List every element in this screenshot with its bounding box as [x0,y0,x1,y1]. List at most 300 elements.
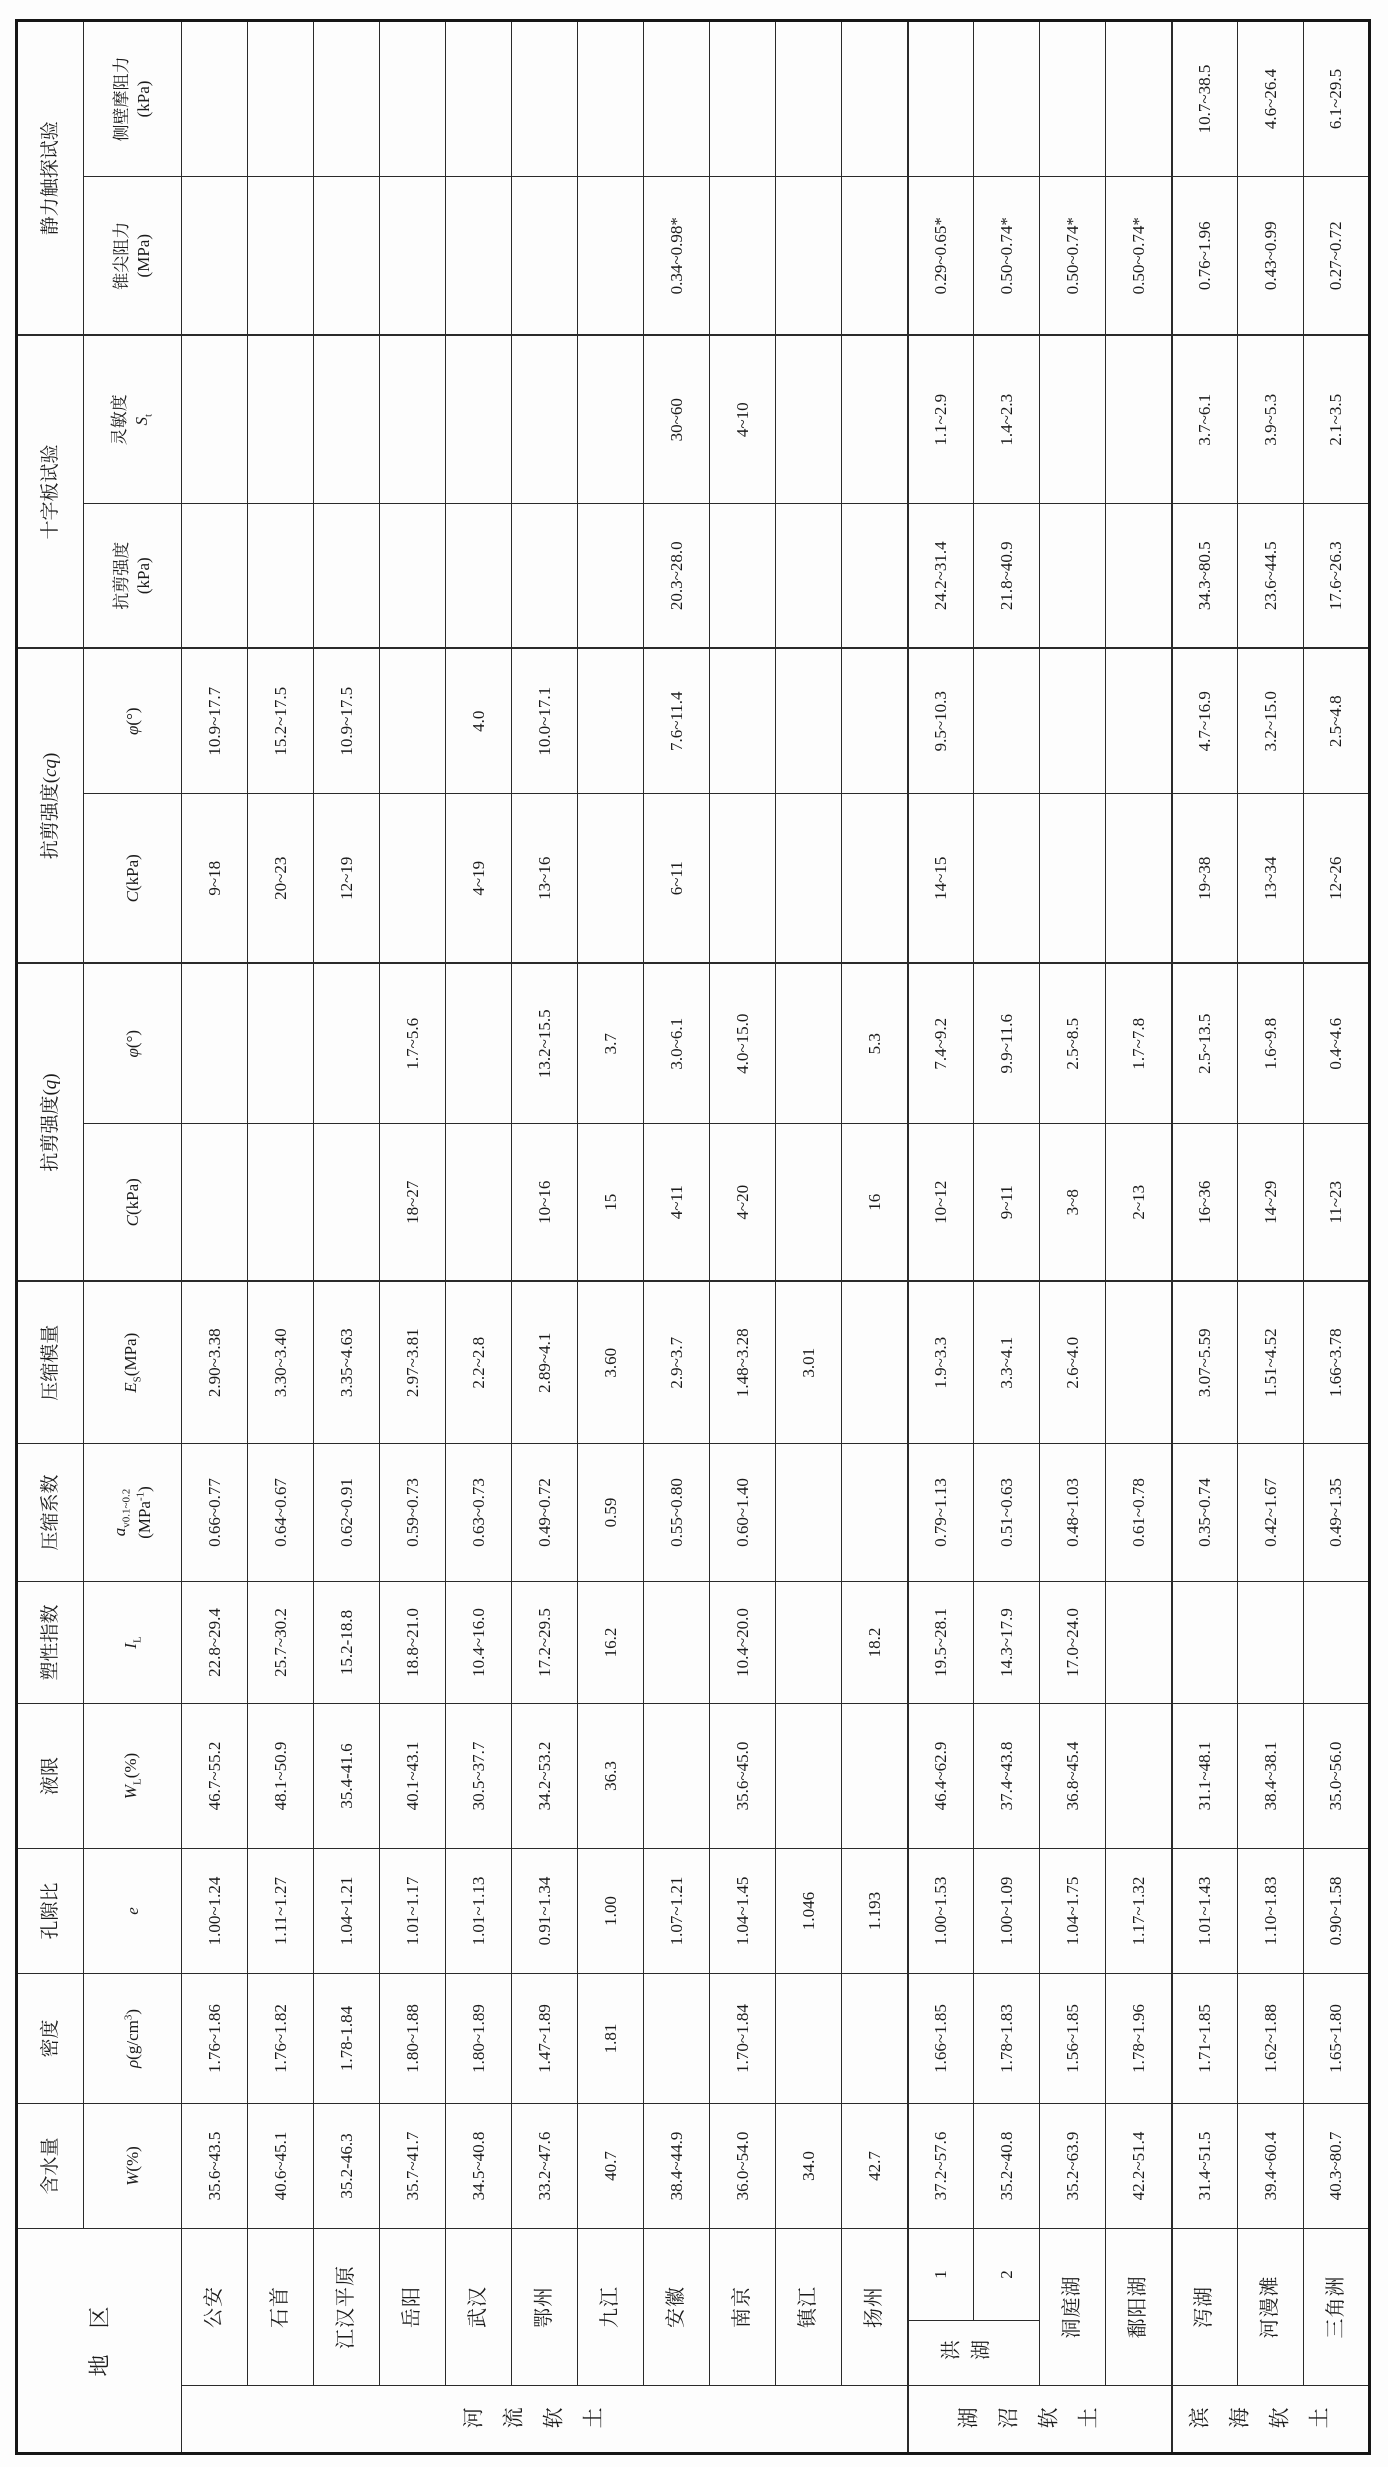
value-cell-IL: 22.8~29.4 [182,1581,248,1703]
value-cell-qphi: 0.4~4.6 [1304,963,1370,1123]
value-cell-av: 0.49~0.72 [512,1443,578,1581]
value-cell-rho: 1.71~1.85 [1172,1973,1238,2103]
value-cell-vane_shear [446,503,512,648]
value-cell-WL: 36.3 [578,1703,644,1848]
value-cell-WL: 35.4-41.6 [314,1703,380,1848]
value-cell-St [314,335,380,503]
value-cell-e: 1.193 [842,1848,908,1973]
value-cell-e: 1.00~1.09 [974,1848,1040,1973]
value-cell-cone [842,176,908,335]
value-cell-vane_shear [710,503,776,648]
value-cell-sleeve [776,20,842,176]
value-cell-vane_shear: 21.8~40.9 [974,503,1040,648]
value-cell-vane_shear [1040,503,1106,648]
value-cell-IL [1106,1581,1172,1703]
value-cell-W: 37.2~57.6 [908,2103,974,2228]
region-name-cell: 扬州 [842,2228,908,2385]
region-name-cell: 岳阳 [380,2228,446,2385]
region-name-cell [908,2321,1040,2386]
value-cell-Es: 2.90~3.38 [182,1281,248,1443]
value-cell-IL [644,1581,710,1703]
value-cell-WL [1106,1703,1172,1848]
table-row [446,20,512,2453]
value-cell-rho: 1.76~1.82 [248,1973,314,2103]
value-cell-vane_shear [776,503,842,648]
value-cell-qphi: 5.3 [842,963,908,1123]
soil-category-cell [908,2386,1172,2454]
header-compressibility: 压缩系数 [17,1443,84,1581]
value-cell-cqphi: 7.6~11.4 [644,648,710,793]
value-cell-e: 1.01~1.13 [446,1848,512,1973]
value-cell-qphi [248,963,314,1123]
value-cell-av: 0.61~0.78 [1106,1443,1172,1581]
value-cell-av [842,1443,908,1581]
region-name-cell: 石首 [248,2228,314,2385]
value-cell-av: 0.59~0.73 [380,1443,446,1581]
value-cell-Es: 1.51~4.52 [1238,1281,1304,1443]
value-cell-e: 1.07~1.21 [644,1848,710,1973]
value-cell-cqphi: 10.9~17.7 [182,648,248,793]
value-cell-av: 0.60~1.40 [710,1443,776,1581]
value-cell-vane_shear: 17.6~26.3 [1304,503,1370,648]
value-cell-Es [842,1281,908,1443]
unit-void-ratio: e [84,1848,182,1973]
value-cell-cqC: 19~38 [1172,793,1238,963]
value-cell-e: 1.00~1.53 [908,1848,974,1973]
value-cell-WL: 34.2~53.2 [512,1703,578,1848]
value-cell-vane_shear [578,503,644,648]
region-subrow-number: 2 [974,2228,1040,2320]
value-cell-qC [314,1123,380,1281]
value-cell-IL: 14.3~17.9 [974,1581,1040,1703]
value-cell-W: 42.7 [842,2103,908,2228]
region-name-cell: 镇江 [776,2228,842,2385]
value-cell-St: 1.4~2.3 [974,335,1040,503]
value-cell-cone: 0.50~0.74* [1106,176,1172,335]
value-cell-vane_shear [314,503,380,648]
value-cell-qC: 11~23 [1304,1123,1370,1281]
value-cell-W: 38.4~44.9 [644,2103,710,2228]
value-cell-vane_shear [380,503,446,648]
region-name-cell: 安徽 [644,2228,710,2385]
value-cell-cqphi [578,648,644,793]
value-cell-e: 1.00~1.24 [182,1848,248,1973]
header-plasticity-index: 塑性指数 [17,1581,84,1703]
value-cell-St [446,335,512,503]
value-cell-rho: 1.78~1.96 [1106,1973,1172,2103]
value-cell-qC [776,1123,842,1281]
value-cell-cqC [1040,793,1106,963]
soil-category-label: 河流软土 [461,2406,622,2431]
value-cell-cqC: 12~19 [314,793,380,963]
value-cell-cqC: 9~18 [182,793,248,963]
value-cell-qphi: 9.9~11.6 [974,963,1040,1123]
region-name-cell: 九江 [578,2228,644,2385]
value-cell-W: 35.2~40.8 [974,2103,1040,2228]
table-row [1172,20,1238,2453]
value-cell-cone [578,176,644,335]
subheader-sensitivity: 灵敏度 $S_t$ [84,335,182,503]
value-cell-qC: 16 [842,1123,908,1281]
value-cell-qC: 15 [578,1123,644,1281]
value-cell-IL: 15.2-18.8 [314,1581,380,1703]
value-cell-qphi: 3.7 [578,963,644,1123]
value-cell-e: 1.01~1.43 [1172,1848,1238,1973]
value-cell-WL: 31.1~48.1 [1172,1703,1238,1848]
value-cell-cqC [842,793,908,963]
value-cell-cone: 0.50~0.74* [974,176,1040,335]
value-cell-St [1040,335,1106,503]
table-row [776,20,842,2453]
value-cell-St: 4~10 [710,335,776,503]
value-cell-cone: 0.27~0.72 [1304,176,1370,335]
value-cell-sleeve [248,20,314,176]
value-cell-vane_shear [182,503,248,648]
value-cell-rho: 1.70~1.84 [710,1973,776,2103]
table-row [1304,20,1370,2453]
table-row [380,20,446,2453]
value-cell-W: 35.7~41.7 [380,2103,446,2228]
table-row [1106,20,1172,2453]
value-cell-sleeve [512,20,578,176]
value-cell-cone: 0.76~1.96 [1172,176,1238,335]
header-void-ratio: 孔隙比 [17,1848,84,1973]
value-cell-cone: 0.50~0.74* [1040,176,1106,335]
region-name-label: 洪湖 [940,2341,1001,2364]
value-cell-sleeve [1040,20,1106,176]
value-cell-WL: 37.4~43.8 [974,1703,1040,1848]
value-cell-av: 0.66~0.77 [182,1443,248,1581]
value-cell-sleeve [380,20,446,176]
table-row [314,20,380,2453]
value-cell-cone [446,176,512,335]
value-cell-Es: 2.89~4.1 [512,1281,578,1443]
value-cell-WL: 36.8~45.4 [1040,1703,1106,1848]
unit-density: $\rho(g/cm^3)$ [84,1973,182,2103]
table-row [1238,20,1304,2453]
region-name-cell: 武汉 [446,2228,512,2385]
value-cell-cqphi [974,648,1040,793]
value-cell-W: 35.2~63.9 [1040,2103,1106,2228]
value-cell-rho: 1.81 [578,1973,644,2103]
value-cell-cone [182,176,248,335]
value-cell-av: 0.49~1.35 [1304,1443,1370,1581]
value-cell-Es: 2.6~4.0 [1040,1281,1106,1443]
value-cell-av: 0.51~0.63 [974,1443,1040,1581]
value-cell-qphi: 1.6~9.8 [1238,963,1304,1123]
value-cell-Es: 2.97~3.81 [380,1281,446,1443]
value-cell-e: 1.10~1.83 [1238,1848,1304,1973]
value-cell-W: 34.5~40.8 [446,2103,512,2228]
value-cell-St [380,335,446,503]
value-cell-Es: 3.01 [776,1281,842,1443]
value-cell-rho [644,1973,710,2103]
value-cell-IL: 17.0~24.0 [1040,1581,1106,1703]
value-cell-cqC: 14~15 [908,793,974,963]
value-cell-vane_shear [842,503,908,648]
value-cell-e: 1.046 [776,1848,842,1973]
value-cell-vane_shear: 23.6~44.5 [1238,503,1304,648]
region-name-cell: 洞庭湖 [1040,2228,1106,2385]
subheader-vane-shear-strength: 抗剪强度 (kPa) [84,503,182,648]
subheader-cone-resistance: 锥尖阻力 (MPa) [84,176,182,335]
table-row [710,20,776,2453]
unit-water-content: W(%) [84,2103,182,2228]
value-cell-WL [644,1703,710,1848]
value-cell-Es: 1.66~3.78 [1304,1281,1370,1443]
value-cell-av: 0.42~1.67 [1238,1443,1304,1581]
table-row [842,20,908,2453]
value-cell-rho [776,1973,842,2103]
value-cell-cone [512,176,578,335]
value-cell-WL [842,1703,908,1848]
value-cell-cqC [578,793,644,963]
value-cell-IL: 10.4~16.0 [446,1581,512,1703]
value-cell-cone: 0.43~0.99 [1238,176,1304,335]
value-cell-rho: 1.56~1.85 [1040,1973,1106,2103]
value-cell-av: 0.79~1.13 [908,1443,974,1581]
value-cell-W: 36.0~54.0 [710,2103,776,2228]
value-cell-qphi: 1.7~5.6 [380,963,446,1123]
value-cell-cqphi: 10.9~17.5 [314,648,380,793]
value-cell-sleeve: 10.7~38.5 [1172,20,1238,176]
value-cell-qC [182,1123,248,1281]
value-cell-Es: 3.60 [578,1281,644,1443]
region-name-cell: 鄱阳湖 [1106,2228,1172,2385]
value-cell-av [776,1443,842,1581]
value-cell-cqphi [1040,648,1106,793]
value-cell-cone [314,176,380,335]
value-cell-W: 40.6~45.1 [248,2103,314,2228]
region-name-cell: 河漫滩 [1238,2228,1304,2385]
value-cell-qC: 9~11 [974,1123,1040,1281]
table-row [974,20,1040,2453]
value-cell-qC: 2~13 [1106,1123,1172,1281]
value-cell-cqC: 13~34 [1238,793,1304,963]
value-cell-sleeve [182,20,248,176]
value-cell-qC [248,1123,314,1281]
unit-compressibility: $a_{v0.1\sim 0.2}$ (MPa$^{-1}$) [84,1443,182,1581]
value-cell-IL: 10.4~20.0 [710,1581,776,1703]
value-cell-W: 39.4~60.4 [1238,2103,1304,2228]
unit-liquid-limit: $W_L(\%)$ [84,1703,182,1848]
value-cell-cqC [1106,793,1172,963]
value-cell-av: 0.35~0.74 [1172,1443,1238,1581]
value-cell-cone [776,176,842,335]
value-cell-Es: 3.3~4.1 [974,1281,1040,1443]
value-cell-WL: 48.1~50.9 [248,1703,314,1848]
value-cell-e: 0.91~1.34 [512,1848,578,1973]
value-cell-W: 40.7 [578,2103,644,2228]
value-cell-qC: 4~11 [644,1123,710,1281]
value-cell-rho: 1.80~1.89 [446,1973,512,2103]
region-name-cell: 南京 [710,2228,776,2385]
value-cell-sleeve [974,20,1040,176]
value-cell-St [578,335,644,503]
table-header [17,20,182,2453]
value-cell-e: 1.11~1.27 [248,1848,314,1973]
header-cpt-test: 静力触探试验 [17,20,84,335]
value-cell-WL: 35.6~45.0 [710,1703,776,1848]
value-cell-qC: 3~8 [1040,1123,1106,1281]
value-cell-WL [776,1703,842,1848]
value-cell-W: 35.6~43.5 [182,2103,248,2228]
value-cell-sleeve [1106,20,1172,176]
value-cell-av: 0.63~0.73 [446,1443,512,1581]
value-cell-qphi: 2.5~8.5 [1040,963,1106,1123]
value-cell-cqphi: 4.7~16.9 [1172,648,1238,793]
region-name-cell: 泻湖 [1172,2228,1238,2385]
value-cell-cqC [974,793,1040,963]
value-cell-Es: 1.9~3.3 [908,1281,974,1443]
value-cell-rho: 1.62~1.88 [1238,1973,1304,2103]
value-cell-av: 0.55~0.80 [644,1443,710,1581]
value-cell-Es [1106,1281,1172,1443]
value-cell-IL [1304,1581,1370,1703]
header-water-content: 含水量 [17,2103,84,2228]
table-row [908,20,974,2453]
value-cell-cqphi [776,648,842,793]
table-body [182,20,1370,2453]
value-cell-cqphi: 10.0~17.1 [512,648,578,793]
value-cell-vane_shear [1106,503,1172,648]
value-cell-IL: 18.2 [842,1581,908,1703]
value-cell-av: 0.48~1.03 [1040,1443,1106,1581]
soil-category-label: 湖沼软土 [956,2406,1117,2431]
value-cell-cqphi: 15.2~17.5 [248,648,314,793]
table-row [644,20,710,2453]
header-liquid-limit: 液限 [17,1703,84,1848]
value-cell-St [512,335,578,503]
value-cell-rho: 1.47~1.89 [512,1973,578,2103]
soil-category-label: 滨海软土 [1187,2406,1348,2431]
value-cell-sleeve [644,20,710,176]
value-cell-vane_shear: 24.2~31.4 [908,503,974,648]
value-cell-W: 33.2~47.6 [512,2103,578,2228]
value-cell-rho: 1.80~1.88 [380,1973,446,2103]
value-cell-cqC: 20~23 [248,793,314,963]
table-row [512,20,578,2453]
value-cell-sleeve [446,20,512,176]
value-cell-Es: 3.30~3.40 [248,1281,314,1443]
header-region: 地 区 [17,2228,182,2453]
value-cell-rho: 1.66~1.85 [908,1973,974,2103]
value-cell-WL: 46.7~55.2 [182,1703,248,1848]
value-cell-cqC: 12~26 [1304,793,1370,963]
value-cell-sleeve [314,20,380,176]
region-name-cell: 鄂州 [512,2228,578,2385]
region-name-cell: 三角洲 [1304,2228,1370,2385]
table-row [182,20,248,2453]
table-row [1040,20,1106,2453]
value-cell-St [248,335,314,503]
value-cell-sleeve: 6.1~29.5 [1304,20,1370,176]
value-cell-av: 0.62~0.91 [314,1443,380,1581]
header-density: 密度 [17,1973,84,2103]
value-cell-rho: 1.65~1.80 [1304,1973,1370,2103]
subheader-q-cohesion: C(kPa) [84,1123,182,1281]
value-cell-W: 31.4~51.5 [1172,2103,1238,2228]
value-cell-cqC: 13~16 [512,793,578,963]
value-cell-cqphi [710,648,776,793]
subheader-cq-friction-angle: φ(°) [84,648,182,793]
value-cell-Es: 3.07~5.59 [1172,1281,1238,1443]
value-cell-IL: 18.8~21.0 [380,1581,446,1703]
value-cell-W: 40.3~80.7 [1304,2103,1370,2228]
value-cell-cqC: 4~19 [446,793,512,963]
value-cell-qphi: 2.5~13.5 [1172,963,1238,1123]
subheader-sleeve-friction: 侧壁摩阻力 (kPa) [84,20,182,176]
value-cell-W: 34.0 [776,2103,842,2228]
value-cell-av: 0.64~0.67 [248,1443,314,1581]
table-row [248,20,314,2453]
value-cell-vane_shear: 34.3~80.5 [1172,503,1238,648]
value-cell-WL: 40.1~43.1 [380,1703,446,1848]
header-shear-strength-q: 抗剪强度(q) [17,963,84,1281]
unit-plasticity-index: $I_L$ [84,1581,182,1703]
value-cell-St: 3.9~5.3 [1238,335,1304,503]
value-cell-IL: 25.7~30.2 [248,1581,314,1703]
value-cell-cqphi: 2.5~4.8 [1304,648,1370,793]
value-cell-St: 30~60 [644,335,710,503]
value-cell-cqphi [842,648,908,793]
value-cell-W: 42.2~51.4 [1106,2103,1172,2228]
value-cell-cqphi: 3.2~15.0 [1238,648,1304,793]
value-cell-e: 0.90~1.58 [1304,1848,1370,1973]
value-cell-cqC: 6~11 [644,793,710,963]
value-cell-qphi: 3.0~6.1 [644,963,710,1123]
value-cell-cone [248,176,314,335]
value-cell-cone: 0.29~0.65* [908,176,974,335]
value-cell-Es: 1.48~3.28 [710,1281,776,1443]
region-name-cell: 江汉平原 [314,2228,380,2385]
value-cell-cone: 0.34~0.98* [644,176,710,335]
value-cell-qC: 4~20 [710,1123,776,1281]
value-cell-IL [1238,1581,1304,1703]
soil-properties-table [15,19,1371,2455]
value-cell-e: 1.00 [578,1848,644,1973]
value-cell-St [776,335,842,503]
value-cell-WL: 46.4~62.9 [908,1703,974,1848]
value-cell-WL: 38.4~38.1 [1238,1703,1304,1848]
unit-compression-modulus: $E_S(MPa)$ [84,1281,182,1443]
value-cell-IL: 17.2~29.5 [512,1581,578,1703]
value-cell-qC [446,1123,512,1281]
value-cell-qC: 10~16 [512,1123,578,1281]
value-cell-vane_shear [512,503,578,648]
value-cell-sleeve [710,20,776,176]
value-cell-St [182,335,248,503]
value-cell-St [1106,335,1172,503]
header-vane-test: 十字板试验 [17,335,84,648]
value-cell-qphi: 7.4~9.2 [908,963,974,1123]
value-cell-cone [380,176,446,335]
value-cell-IL [776,1581,842,1703]
value-cell-cqphi [380,648,446,793]
value-cell-WL: 35.0~56.0 [1304,1703,1370,1848]
value-cell-WL: 30.5~37.7 [446,1703,512,1848]
value-cell-rho: 1.78~1.83 [974,1973,1040,2103]
value-cell-IL: 19.5~28.1 [908,1581,974,1703]
value-cell-av: 0.59 [578,1443,644,1581]
value-cell-qC: 18~27 [380,1123,446,1281]
value-cell-St: 2.1~3.5 [1304,335,1370,503]
value-cell-qC: 16~36 [1172,1123,1238,1281]
value-cell-St [842,335,908,503]
value-cell-vane_shear [248,503,314,648]
value-cell-rho: 1.78-1.84 [314,1973,380,2103]
header-compression-modulus: 压缩模量 [17,1281,84,1443]
